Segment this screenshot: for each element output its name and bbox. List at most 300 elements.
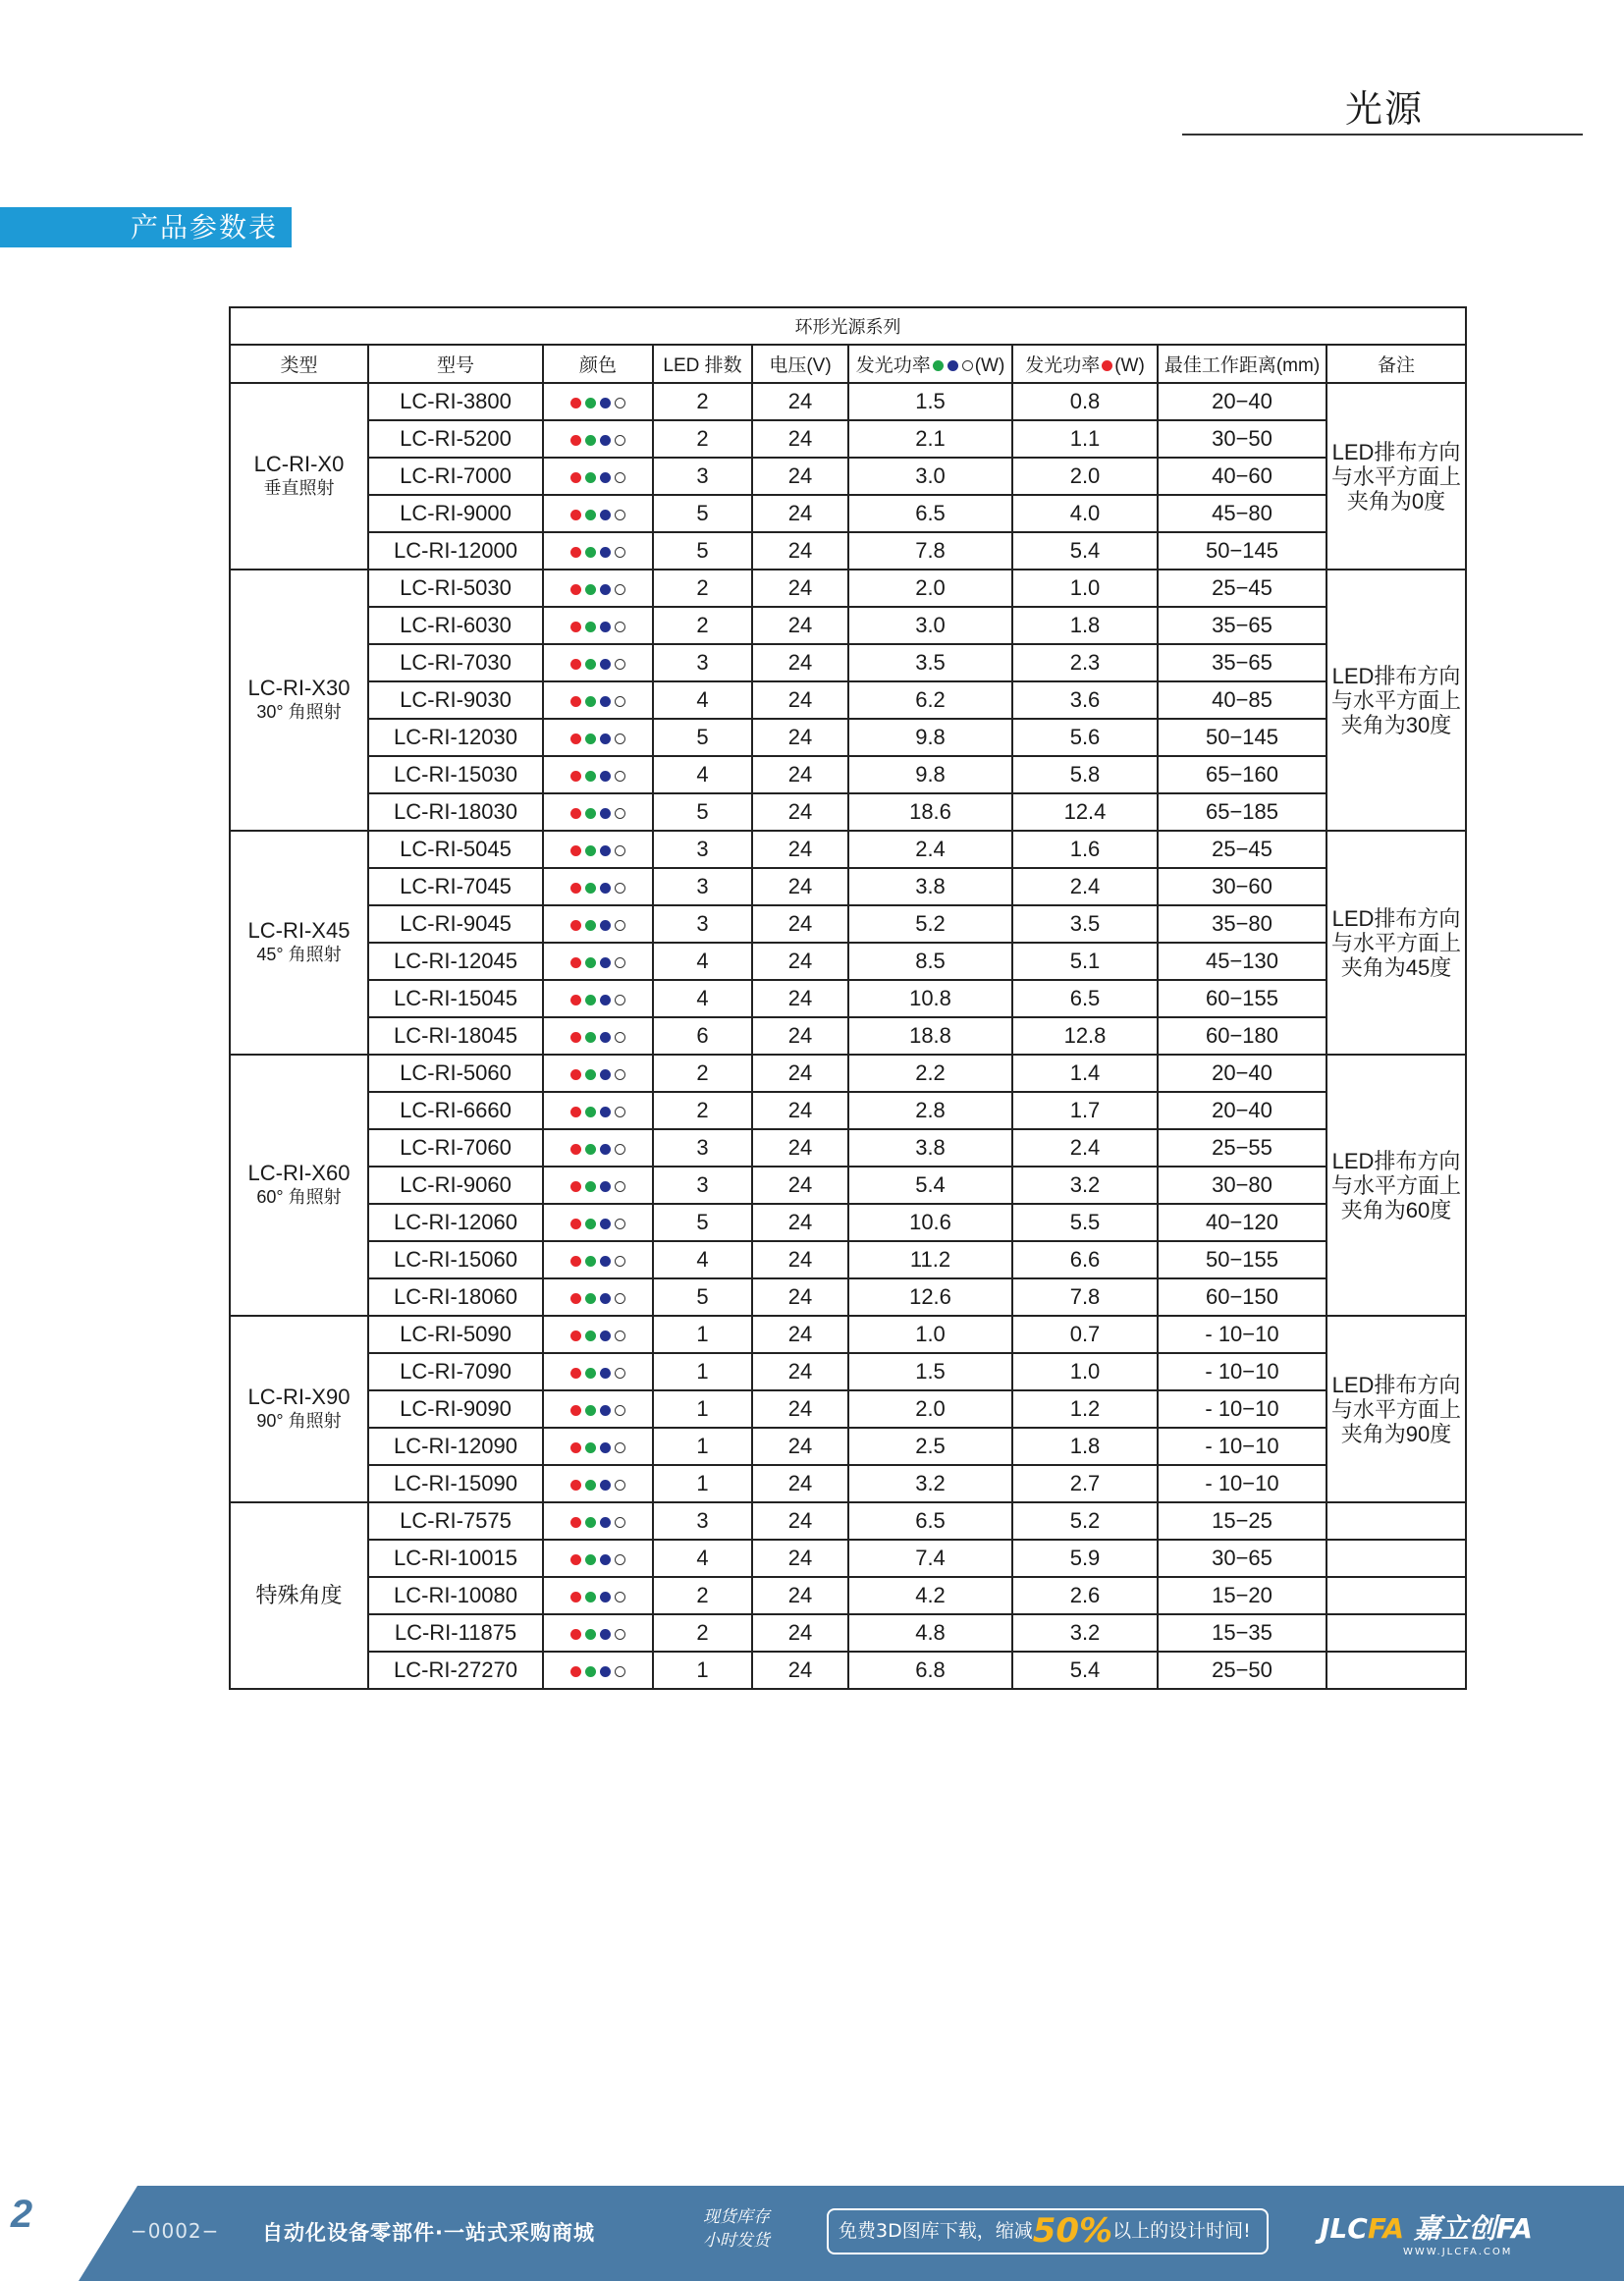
power-rgb-cell: 4.2 — [848, 1577, 1012, 1614]
power-red-cell: 5.2 — [1012, 1502, 1158, 1540]
distance-cell: 15−25 — [1158, 1502, 1326, 1540]
blue-dot-icon — [600, 584, 611, 595]
green-dot-icon — [585, 696, 596, 707]
led-rows-cell: 4 — [653, 681, 752, 719]
type-cell — [230, 831, 368, 1055]
led-rows-cell: 4 — [653, 756, 752, 793]
table-row — [230, 383, 1466, 420]
power-rgb-cell: 2.4 — [848, 831, 1012, 868]
model-cell: LC-RI-15045 — [368, 980, 543, 1017]
stock-line-1: 现货库存 — [703, 2207, 770, 2227]
red-dot-icon — [570, 1368, 581, 1379]
distance-cell: 30−60 — [1158, 868, 1326, 905]
led-rows-cell: 3 — [653, 644, 752, 681]
power-red-cell: 5.4 — [1012, 1652, 1158, 1689]
col-power-red-label: 发光功率 — [1025, 355, 1101, 376]
led-rows-cell: 3 — [653, 868, 752, 905]
model-cell: LC-RI-5200 — [368, 420, 543, 458]
table-row — [230, 420, 1466, 458]
table-row — [230, 1278, 1466, 1316]
note-line: 与水平方面上 — [1331, 1172, 1462, 1198]
color-cell — [543, 1614, 653, 1652]
type-name: LC-RI-X90 — [247, 1385, 351, 1409]
led-rows-cell: 1 — [653, 1316, 752, 1353]
red-dot-icon — [570, 1219, 581, 1229]
power-rgb-cell: 10.8 — [848, 980, 1012, 1017]
table-row — [230, 1577, 1466, 1614]
power-rgb-cell: 7.4 — [848, 1540, 1012, 1577]
blue-dot-icon — [600, 883, 611, 894]
voltage-cell: 24 — [752, 644, 848, 681]
power-rgb-cell: 9.8 — [848, 719, 1012, 756]
note-line: LED排布方向 — [1331, 663, 1461, 688]
red-dot-icon — [570, 1405, 581, 1416]
white-dot-icon — [615, 696, 625, 707]
power-red-cell: 2.0 — [1012, 458, 1158, 495]
blue-dot-icon — [600, 1032, 611, 1043]
voltage-cell: 24 — [752, 980, 848, 1017]
model-cell: LC-RI-3800 — [368, 383, 543, 420]
logo-url: WWW.JLCFA.COM — [1403, 2247, 1513, 2257]
table-row — [230, 1204, 1466, 1241]
led-rows-cell: 2 — [653, 570, 752, 607]
green-dot-icon — [585, 659, 596, 670]
color-cell — [543, 1278, 653, 1316]
blue-dot-icon — [600, 1368, 611, 1379]
note-cell — [1326, 1577, 1466, 1614]
model-cell: LC-RI-27270 — [368, 1652, 543, 1689]
red-dot-icon — [570, 584, 581, 595]
blue-dot-icon — [600, 1405, 611, 1416]
color-cell — [543, 1502, 653, 1540]
color-cell — [543, 1017, 653, 1055]
table-header-row — [230, 345, 1466, 383]
led-rows-cell: 5 — [653, 495, 752, 532]
led-rows-cell: 1 — [653, 1390, 752, 1428]
white-dot-icon — [615, 1144, 625, 1155]
power-rgb-cell: 2.5 — [848, 1428, 1012, 1465]
power-rgb-cell: 18.8 — [848, 1017, 1012, 1055]
type-name: 特殊角度 — [255, 1583, 343, 1607]
type-subtitle: 60° 角照射 — [256, 1187, 342, 1207]
note-line: 夹角为0度 — [1346, 488, 1446, 514]
table-row — [230, 719, 1466, 756]
power-red-cell: 1.0 — [1012, 1353, 1158, 1390]
blue-dot-icon — [600, 659, 611, 670]
blue-dot-icon — [600, 696, 611, 707]
blue-dot-icon — [600, 1256, 611, 1267]
color-cell — [543, 1204, 653, 1241]
voltage-cell: 24 — [752, 1353, 848, 1390]
voltage-cell: 24 — [752, 607, 848, 644]
note-line: 与水平方面上 — [1331, 687, 1462, 713]
blue-dot-icon — [600, 472, 611, 483]
note-line: LED排布方向 — [1331, 439, 1461, 464]
red-dot-icon — [570, 1107, 581, 1117]
type-name: LC-RI-X45 — [247, 918, 351, 943]
power-red-cell: 1.1 — [1012, 420, 1158, 458]
color-cell — [543, 756, 653, 793]
color-cell — [543, 1390, 653, 1428]
distance-cell: 35−65 — [1158, 644, 1326, 681]
col-power-rgb-unit: (W) — [974, 355, 1005, 376]
model-cell: LC-RI-5060 — [368, 1055, 543, 1092]
voltage-cell: 24 — [752, 943, 848, 980]
model-cell: LC-RI-15030 — [368, 756, 543, 793]
color-cell — [543, 495, 653, 532]
green-dot-icon — [585, 1107, 596, 1117]
white-dot-icon — [615, 472, 625, 483]
green-dot-icon — [585, 1293, 596, 1304]
power-red-cell: 6.5 — [1012, 980, 1158, 1017]
voltage-cell: 24 — [752, 681, 848, 719]
table-row — [230, 458, 1466, 495]
power-rgb-cell: 6.5 — [848, 495, 1012, 532]
table-row — [230, 1316, 1466, 1353]
power-red-cell: 5.1 — [1012, 943, 1158, 980]
white-dot-icon — [615, 1219, 625, 1229]
blue-dot-icon — [600, 1442, 611, 1453]
footer-bar — [0, 2186, 1624, 2281]
led-rows-cell: 3 — [653, 905, 752, 943]
color-cell — [543, 1465, 653, 1502]
model-cell: LC-RI-10015 — [368, 1540, 543, 1577]
model-cell: LC-RI-9045 — [368, 905, 543, 943]
blue-dot-icon — [600, 1181, 611, 1192]
table-row — [230, 1540, 1466, 1577]
led-rows-cell: 3 — [653, 1129, 752, 1167]
brand-logo[interactable] — [1320, 2207, 1533, 2257]
col-led-rows: LED 排数 — [653, 345, 752, 383]
color-cell — [543, 1316, 653, 1353]
voltage-cell: 24 — [752, 420, 848, 458]
white-dot-icon — [615, 1517, 625, 1528]
power-rgb-cell: 3.5 — [848, 644, 1012, 681]
col-note: 备注 — [1326, 345, 1466, 383]
color-cell — [543, 1055, 653, 1092]
header-divider — [1182, 134, 1583, 136]
note-line: 夹角为30度 — [1340, 712, 1452, 737]
white-dot-icon — [615, 1666, 625, 1677]
model-cell: LC-RI-9000 — [368, 495, 543, 532]
led-rows-cell: 2 — [653, 1577, 752, 1614]
table-row — [230, 1129, 1466, 1167]
white-dot-icon — [615, 1256, 625, 1267]
table-row — [230, 570, 1466, 607]
table-row — [230, 793, 1466, 831]
distance-cell: 50−145 — [1158, 532, 1326, 570]
red-dot-icon — [570, 398, 581, 408]
red-dot-icon — [570, 920, 581, 931]
distance-cell: 40−120 — [1158, 1204, 1326, 1241]
green-dot-icon — [585, 920, 596, 931]
power-red-cell: 12.8 — [1012, 1017, 1158, 1055]
distance-cell: 20−40 — [1158, 383, 1326, 420]
red-dot-icon — [570, 659, 581, 670]
led-rows-cell: 3 — [653, 458, 752, 495]
table-row — [230, 607, 1466, 644]
color-cell — [543, 607, 653, 644]
led-rows-cell: 3 — [653, 1502, 752, 1540]
red-dot-icon — [570, 995, 581, 1005]
power-red-cell: 2.6 — [1012, 1577, 1158, 1614]
model-cell: LC-RI-11875 — [368, 1614, 543, 1652]
type-subtitle: 垂直照射 — [263, 478, 335, 498]
red-dot-icon — [570, 1629, 581, 1640]
distance-cell: 30−50 — [1158, 420, 1326, 458]
power-red-cell: 5.6 — [1012, 719, 1158, 756]
type-name: LC-RI-X60 — [247, 1161, 351, 1185]
green-dot-icon — [585, 1181, 596, 1192]
table-row — [230, 1092, 1466, 1129]
distance-cell: - 10−10 — [1158, 1465, 1326, 1502]
blue-dot-icon — [600, 1666, 611, 1677]
led-rows-cell: 2 — [653, 1055, 752, 1092]
led-rows-cell: 6 — [653, 1017, 752, 1055]
model-cell: LC-RI-12030 — [368, 719, 543, 756]
voltage-cell: 24 — [752, 1577, 848, 1614]
promo-percent: 50% — [1032, 2211, 1113, 2251]
distance-cell: - 10−10 — [1158, 1390, 1326, 1428]
power-red-cell: 1.7 — [1012, 1092, 1158, 1129]
power-rgb-cell: 1.5 — [848, 383, 1012, 420]
voltage-cell: 24 — [752, 1204, 848, 1241]
model-cell: LC-RI-7000 — [368, 458, 543, 495]
type-cell — [230, 1055, 368, 1316]
white-dot-icon — [615, 1405, 625, 1416]
led-rows-cell: 4 — [653, 980, 752, 1017]
led-rows-cell: 2 — [653, 420, 752, 458]
type-subtitle: 90° 角照射 — [256, 1411, 342, 1431]
blue-dot-icon — [600, 398, 611, 408]
white-dot-icon — [615, 1331, 625, 1341]
power-red-cell: 5.8 — [1012, 756, 1158, 793]
spec-table — [229, 306, 1467, 1690]
color-cell — [543, 458, 653, 495]
red-dot-icon — [570, 1032, 581, 1043]
power-rgb-cell: 3.2 — [848, 1465, 1012, 1502]
power-red-cell: 2.4 — [1012, 1129, 1158, 1167]
power-rgb-cell: 1.5 — [848, 1353, 1012, 1390]
voltage-cell: 24 — [752, 532, 848, 570]
blue-dot-icon — [600, 920, 611, 931]
power-red-cell: 1.8 — [1012, 1428, 1158, 1465]
white-dot-icon — [615, 1480, 625, 1491]
power-rgb-cell: 1.0 — [848, 1316, 1012, 1353]
note-cell — [1326, 1502, 1466, 1540]
green-dot-icon — [585, 398, 596, 408]
green-dot-icon — [585, 845, 596, 856]
distance-cell: 20−40 — [1158, 1092, 1326, 1129]
power-red-cell: 3.2 — [1012, 1614, 1158, 1652]
white-dot-icon — [615, 1368, 625, 1379]
distance-cell: - 10−10 — [1158, 1353, 1326, 1390]
distance-cell: 65−185 — [1158, 793, 1326, 831]
distance-cell: - 10−10 — [1158, 1428, 1326, 1465]
table-row — [230, 1428, 1466, 1465]
voltage-cell: 24 — [752, 1428, 848, 1465]
distance-cell: 15−20 — [1158, 1577, 1326, 1614]
table-row — [230, 1614, 1466, 1652]
led-rows-cell: 1 — [653, 1428, 752, 1465]
type-cell — [230, 1316, 368, 1502]
type-subtitle: 45° 角照射 — [256, 945, 342, 964]
power-rgb-cell: 18.6 — [848, 793, 1012, 831]
white-dot-icon — [615, 510, 625, 520]
red-dot-icon — [570, 1480, 581, 1491]
led-rows-cell: 5 — [653, 793, 752, 831]
red-dot-icon — [570, 472, 581, 483]
white-dot-icon — [615, 1181, 625, 1192]
blue-dot-icon — [600, 995, 611, 1005]
color-cell — [543, 831, 653, 868]
note-line: 与水平方面上 — [1331, 1396, 1462, 1422]
blue-dot-icon — [600, 1144, 611, 1155]
table-row — [230, 905, 1466, 943]
blue-dot-icon — [600, 1293, 611, 1304]
green-dot-icon — [585, 622, 596, 632]
blue-dot-icon — [600, 1069, 611, 1080]
led-rows-cell: 4 — [653, 1540, 752, 1577]
blue-dot-icon — [600, 622, 611, 632]
note-line: 夹角为60度 — [1340, 1197, 1452, 1222]
voltage-cell: 24 — [752, 458, 848, 495]
power-rgb-cell: 6.2 — [848, 681, 1012, 719]
model-cell: LC-RI-7045 — [368, 868, 543, 905]
badge-number: 2 — [10, 2193, 33, 2236]
led-rows-cell: 3 — [653, 1167, 752, 1204]
blue-dot-icon — [600, 845, 611, 856]
red-dot-icon — [570, 1442, 581, 1453]
color-cell — [543, 1577, 653, 1614]
red-dot-icon — [570, 547, 581, 558]
model-cell: LC-RI-7575 — [368, 1502, 543, 1540]
table-row — [230, 681, 1466, 719]
red-dot-icon — [570, 1256, 581, 1267]
color-cell — [543, 943, 653, 980]
power-red-cell: 1.6 — [1012, 831, 1158, 868]
led-rows-cell: 5 — [653, 719, 752, 756]
model-cell: LC-RI-6660 — [368, 1092, 543, 1129]
voltage-cell: 24 — [752, 1129, 848, 1167]
distance-cell: 25−45 — [1158, 570, 1326, 607]
power-red-cell: 3.5 — [1012, 905, 1158, 943]
red-dot-icon — [570, 957, 581, 968]
promo-banner[interactable] — [827, 2208, 1269, 2254]
voltage-cell: 24 — [752, 570, 848, 607]
blue-dot-icon — [600, 435, 611, 446]
color-cell — [543, 420, 653, 458]
section-title-tab: 产品参数表 — [0, 207, 292, 247]
white-dot-icon — [615, 584, 625, 595]
model-cell: LC-RI-9090 — [368, 1390, 543, 1428]
green-dot-icon — [585, 1442, 596, 1453]
note-line: LED排布方向 — [1331, 1372, 1461, 1397]
table-row — [230, 1055, 1466, 1092]
red-dot-icon — [1102, 360, 1112, 371]
col-distance: 最佳工作距离(mm) — [1158, 345, 1326, 383]
voltage-cell: 24 — [752, 1092, 848, 1129]
green-dot-icon — [585, 584, 596, 595]
promo-text-post: 以上的设计时间! — [1112, 2220, 1251, 2242]
green-dot-icon — [585, 547, 596, 558]
table-row — [230, 943, 1466, 980]
two-hour-badge-icon — [0, 2186, 43, 2237]
distance-cell: 40−85 — [1158, 681, 1326, 719]
table-row — [230, 1502, 1466, 1540]
white-dot-icon — [615, 883, 625, 894]
voltage-cell: 24 — [752, 1278, 848, 1316]
power-red-cell: 3.2 — [1012, 1167, 1158, 1204]
power-red-cell: 7.8 — [1012, 1278, 1158, 1316]
red-dot-icon — [570, 1293, 581, 1304]
model-cell: LC-RI-5045 — [368, 831, 543, 868]
voltage-cell: 24 — [752, 1241, 848, 1278]
green-dot-icon — [933, 360, 944, 371]
power-rgb-cell: 2.1 — [848, 420, 1012, 458]
power-red-cell: 5.5 — [1012, 1204, 1158, 1241]
blue-dot-icon — [600, 1554, 611, 1565]
voltage-cell: 24 — [752, 831, 848, 868]
blue-dot-icon — [600, 510, 611, 520]
color-cell — [543, 1428, 653, 1465]
type-cell — [230, 383, 368, 570]
promo-text-pre: 免费3D图库下载，缩减 — [839, 2220, 1033, 2242]
white-dot-icon — [615, 547, 625, 558]
page-number: −0002− — [131, 2219, 220, 2243]
red-dot-icon — [570, 1666, 581, 1677]
table-row — [230, 495, 1466, 532]
white-dot-icon — [962, 360, 973, 371]
voltage-cell: 24 — [752, 1316, 848, 1353]
distance-cell: 25−50 — [1158, 1652, 1326, 1689]
green-dot-icon — [585, 435, 596, 446]
note-line: 夹角为45度 — [1340, 954, 1452, 980]
power-rgb-cell: 3.0 — [848, 607, 1012, 644]
logo-name: 嘉立创FA — [1413, 2212, 1533, 2245]
voltage-cell: 24 — [752, 1540, 848, 1577]
red-dot-icon — [570, 435, 581, 446]
green-dot-icon — [585, 1480, 596, 1491]
green-dot-icon — [585, 771, 596, 782]
distance-cell: 50−145 — [1158, 719, 1326, 756]
color-cell — [543, 1652, 653, 1689]
red-dot-icon — [570, 1069, 581, 1080]
green-dot-icon — [585, 733, 596, 744]
green-dot-icon — [585, 510, 596, 520]
distance-cell: 60−180 — [1158, 1017, 1326, 1055]
led-rows-cell: 2 — [653, 1614, 752, 1652]
green-dot-icon — [585, 957, 596, 968]
logo-fa: FA — [1367, 2212, 1404, 2245]
voltage-cell: 24 — [752, 719, 848, 756]
power-red-cell: 1.8 — [1012, 607, 1158, 644]
distance-cell: 35−65 — [1158, 607, 1326, 644]
footer-slogan: 自动化设备零部件·一站式采购商城 — [262, 2221, 595, 2245]
green-dot-icon — [585, 1069, 596, 1080]
led-rows-cell: 4 — [653, 1241, 752, 1278]
green-dot-icon — [585, 808, 596, 819]
white-dot-icon — [615, 1032, 625, 1043]
power-red-cell: 6.6 — [1012, 1241, 1158, 1278]
blue-dot-icon — [600, 1107, 611, 1117]
red-dot-icon — [570, 1144, 581, 1155]
white-dot-icon — [615, 1442, 625, 1453]
power-rgb-cell: 3.8 — [848, 868, 1012, 905]
green-dot-icon — [585, 472, 596, 483]
table-row — [230, 1353, 1466, 1390]
white-dot-icon — [615, 808, 625, 819]
